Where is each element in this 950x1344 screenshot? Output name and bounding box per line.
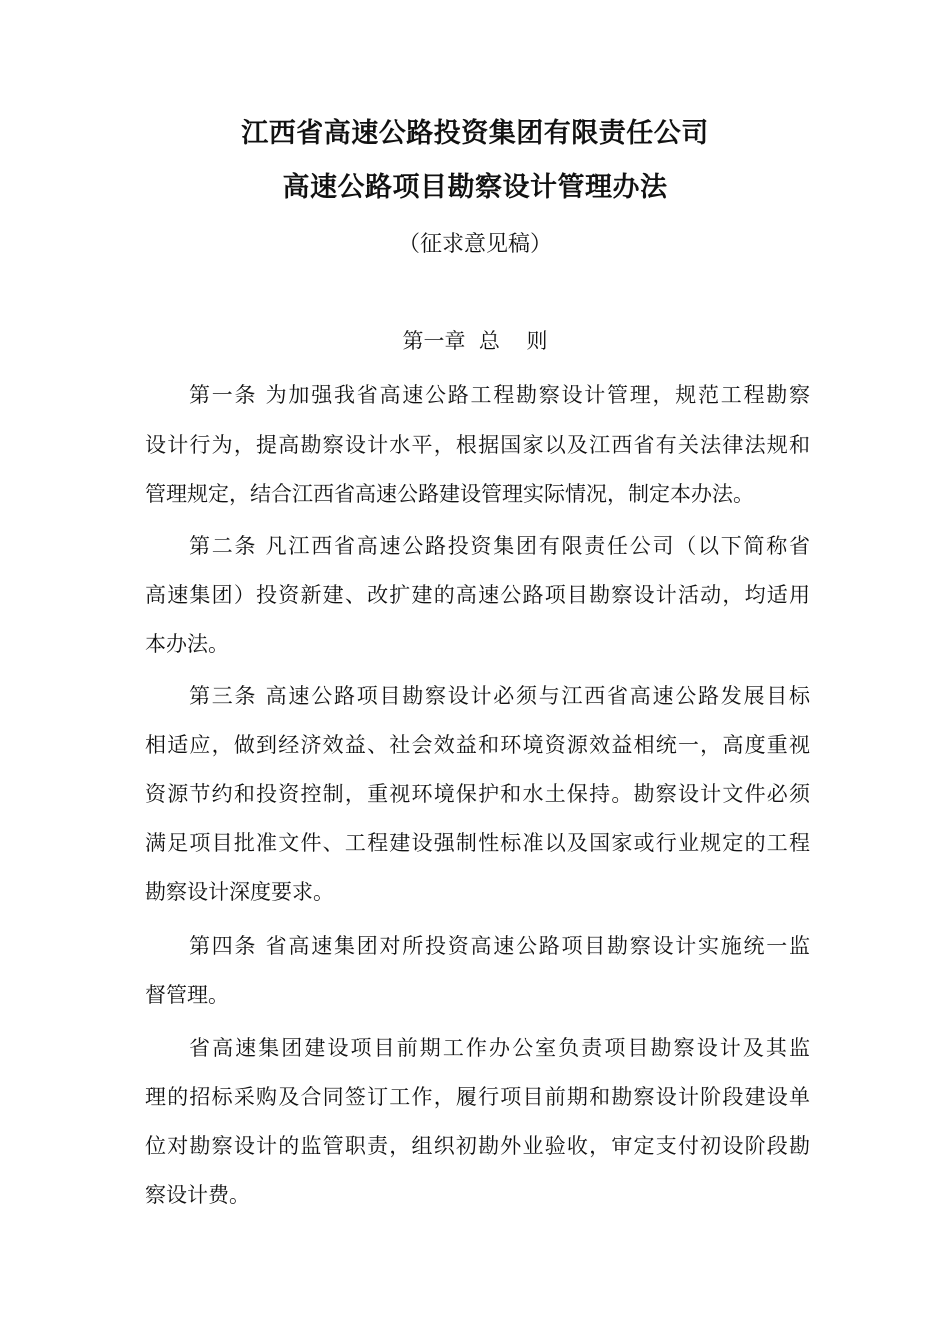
- document-title-line-2: 高速公路项目勘察设计管理办法: [282, 172, 668, 203]
- paragraph-line: 督管理。: [145, 983, 229, 1007]
- paragraph-line: 第一条 为加强我省高速公路工程勘察设计管理，规范工程勘察: [189, 383, 810, 407]
- document-title-line-1: 江西省高速公路投资集团有限责任公司: [241, 118, 709, 149]
- paragraph-line: 满足项目批准文件、工程建设强制性标准以及国家或行业规定的工程: [145, 831, 810, 855]
- paragraph-line: 高速集团）投资新建、改扩建的高速公路项目勘察设计活动，均适用: [145, 583, 810, 607]
- paragraph-line: 省高速集团建设项目前期工作办公室负责项目勘察设计及其监: [189, 1036, 810, 1060]
- document-subtitle: （征求意见稿）: [397, 232, 552, 257]
- paragraph-line: 勘察设计深度要求。: [145, 880, 334, 904]
- paragraph-line: 本办法。: [145, 632, 229, 656]
- paragraph-line: 管理规定，结合江西省高速公路建设管理实际情况，制定本办法。: [145, 482, 754, 506]
- paragraph-line: 理的招标采购及合同签订工作，履行项目前期和勘察设计阶段建设单: [145, 1085, 810, 1109]
- paragraph-line: 设计行为，提高勘察设计水平，根据国家以及江西省有关法律法规和: [145, 433, 810, 457]
- paragraph-line: 资源节约和投资控制，重视环境保护和水土保持。勘察设计文件必须: [145, 782, 810, 806]
- paragraph-line: 第三条 高速公路项目勘察设计必须与江西省高速公路发展目标: [189, 684, 810, 708]
- paragraph-line: 第二条 凡江西省高速公路投资集团有限责任公司（以下简称省: [189, 534, 810, 558]
- paragraph-line: 相适应，做到经济效益、社会效益和环境资源效益相统一，高度重视: [145, 733, 810, 757]
- paragraph-line: 第四条 省高速集团对所投资高速公路项目勘察设计实施统一监: [189, 934, 810, 958]
- chapter-heading: 第一章 总 则: [402, 329, 548, 353]
- paragraph-line: 察设计费。: [145, 1183, 250, 1207]
- paragraph-line: 位对勘察设计的监管职责，组织初勘外业验收，审定支付初设阶段勘: [145, 1134, 810, 1158]
